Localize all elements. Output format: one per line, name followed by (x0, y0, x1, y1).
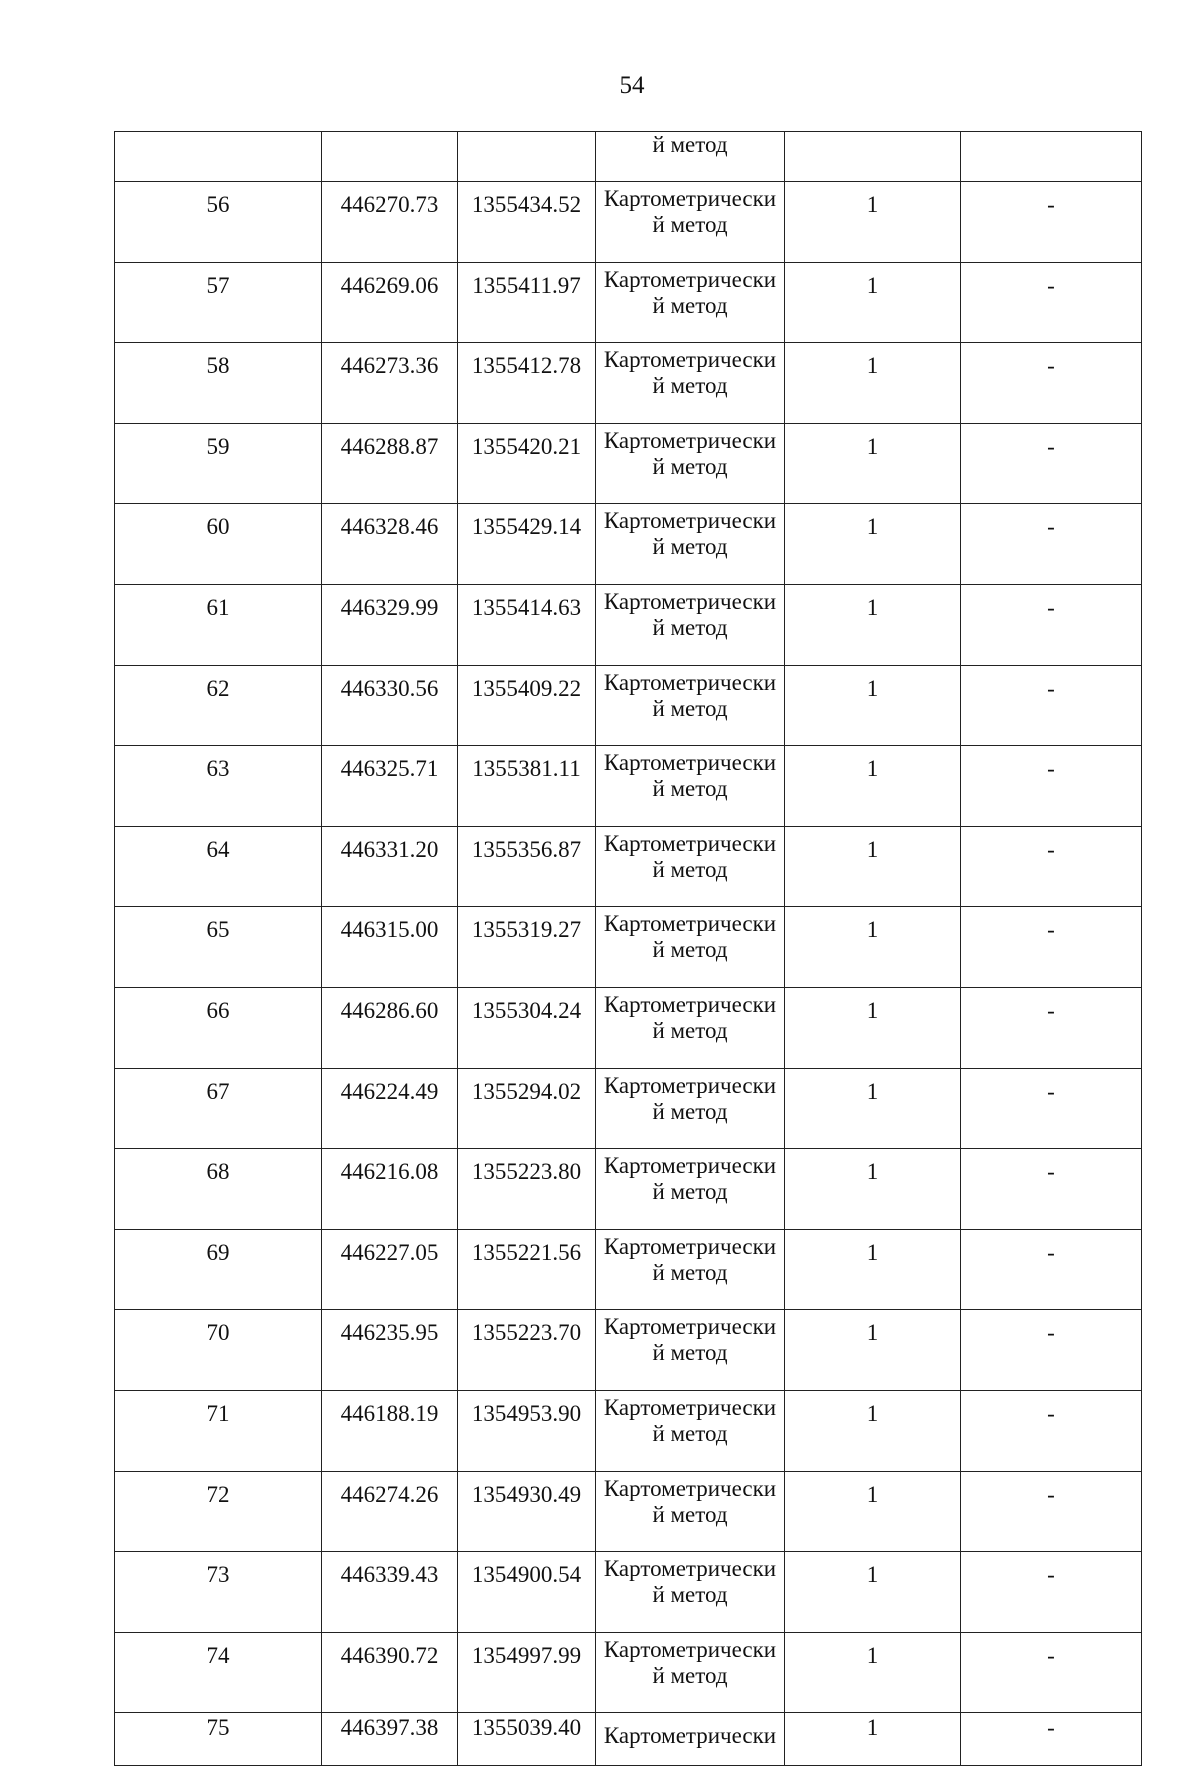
cell-number: 74 (115, 1632, 322, 1713)
cell-note: - (961, 907, 1142, 988)
cell-note: - (961, 504, 1142, 585)
table-row (115, 584, 1142, 665)
cell-accuracy: 1 (785, 1632, 961, 1713)
table-row (115, 907, 1142, 988)
cell-accuracy: 1 (785, 1552, 961, 1633)
cell-number: 69 (115, 1229, 322, 1310)
table-row (115, 1068, 1142, 1149)
table-row (115, 1552, 1142, 1633)
cell-note: - (961, 1068, 1142, 1149)
cell-note: - (961, 1632, 1142, 1713)
cell-x: 446235.95 (322, 1310, 458, 1391)
method-line-2: й метод (652, 776, 728, 802)
cell-y (458, 132, 596, 182)
method-line-1: Картометрически (603, 911, 777, 937)
table-row (115, 423, 1142, 504)
cell-method (596, 1068, 785, 1149)
cell-number: 58 (115, 343, 322, 424)
method-line-2: й метод (652, 292, 728, 318)
method-line-2: й метод (652, 1017, 728, 1043)
cell-accuracy: 1 (785, 1390, 961, 1471)
cell-accuracy: 1 (785, 1068, 961, 1149)
cell-note: - (961, 826, 1142, 907)
cell-method (596, 1632, 785, 1713)
method-line-2: й метод (652, 1662, 728, 1688)
method-line-1: Картометрически (603, 1072, 777, 1098)
cell-note: - (961, 262, 1142, 343)
cell-number: 64 (115, 826, 322, 907)
cell-y: 1355356.87 (458, 826, 596, 907)
method-line-1: Картометрически (603, 1556, 777, 1582)
cell-x: 446329.99 (322, 584, 458, 665)
cell-x: 446325.71 (322, 746, 458, 827)
cell-y: 1355411.97 (458, 262, 596, 343)
method-line-2: й метод (652, 373, 728, 399)
method-line-2: й метод (652, 1501, 728, 1527)
cell-x: 446216.08 (322, 1149, 458, 1230)
method-line-2: й метод (652, 453, 728, 479)
cell-x: 446188.19 (322, 1390, 458, 1471)
cell-number: 72 (115, 1471, 322, 1552)
cell-x: 446315.00 (322, 907, 458, 988)
cell-x: 446397.38 (322, 1713, 458, 1766)
cell-x: 446328.46 (322, 504, 458, 585)
cell-number: 57 (115, 262, 322, 343)
cell-number: 56 (115, 182, 322, 263)
method-line-1: Картометрически (603, 508, 777, 534)
cell-number: 73 (115, 1552, 322, 1633)
cell-accuracy: 1 (785, 1713, 961, 1766)
cell-accuracy: 1 (785, 584, 961, 665)
cell-x: 446390.72 (322, 1632, 458, 1713)
table-row (115, 182, 1142, 263)
method-line-1: Картометрически (603, 588, 777, 614)
cell-note: - (961, 746, 1142, 827)
table-row (115, 1632, 1142, 1713)
cell-method (596, 182, 785, 263)
method-line-2: й метод (652, 1340, 728, 1366)
cell-method (596, 504, 785, 585)
cell-x: 446339.43 (322, 1552, 458, 1633)
cell-number: 59 (115, 423, 322, 504)
cell-accuracy: 1 (785, 987, 961, 1068)
method-line-1: Картометрически (603, 991, 777, 1017)
cell-note: - (961, 1310, 1142, 1391)
cell-method (596, 907, 785, 988)
cell-x: 446286.60 (322, 987, 458, 1068)
cell-x: 446331.20 (322, 826, 458, 907)
method-line-1: Картометрически (603, 347, 777, 373)
cell-method (596, 746, 785, 827)
cell-number: 68 (115, 1149, 322, 1230)
cell-number: 75 (115, 1713, 322, 1766)
cell-number: 62 (115, 665, 322, 746)
cell-note: - (961, 1552, 1142, 1633)
method-line-2: й метод (652, 534, 728, 560)
cell-x: 446224.49 (322, 1068, 458, 1149)
table-row (115, 1471, 1142, 1552)
cell-note: - (961, 343, 1142, 424)
method-line-2: й метод (652, 695, 728, 721)
cell-y: 1355434.52 (458, 182, 596, 263)
cell-note: - (961, 182, 1142, 263)
cell-y: 1354930.49 (458, 1471, 596, 1552)
cell-accuracy: 1 (785, 504, 961, 585)
cell-y: 1355412.78 (458, 343, 596, 424)
table-row-continued (115, 132, 1142, 182)
cell-accuracy: 1 (785, 746, 961, 827)
cell-accuracy: 1 (785, 665, 961, 746)
method-line-1: Картометрически (603, 1475, 777, 1501)
method-line-2: й метод (652, 1098, 728, 1124)
method-line-1: Картометрически (603, 830, 777, 856)
method-line-1: Картометрически (603, 266, 777, 292)
cell-number: 71 (115, 1390, 322, 1471)
method-line-1: Картометрически (603, 669, 777, 695)
cell-accuracy: 1 (785, 262, 961, 343)
cell-number (115, 132, 322, 182)
method-line-1: Картометрически (603, 1314, 777, 1340)
cell-note (961, 132, 1142, 182)
cell-note: - (961, 1229, 1142, 1310)
cell-note: - (961, 665, 1142, 746)
cell-x: 446273.36 (322, 343, 458, 424)
cell-method (596, 1552, 785, 1633)
cell-y: 1354953.90 (458, 1390, 596, 1471)
cell-number: 63 (115, 746, 322, 827)
method-line-1: Картометрически (603, 1636, 777, 1662)
method-line-1: Картометрически (603, 1394, 777, 1420)
cell-method (596, 1310, 785, 1391)
cell-y: 1355409.22 (458, 665, 596, 746)
table-row (115, 1229, 1142, 1310)
cell-y: 1355429.14 (458, 504, 596, 585)
cell-number: 61 (115, 584, 322, 665)
method-line-2: й метод (652, 1582, 728, 1608)
cell-accuracy: 1 (785, 182, 961, 263)
cell-accuracy: 1 (785, 1310, 961, 1391)
cell-accuracy (785, 132, 961, 182)
method-line-2: й метод (652, 1179, 728, 1205)
cell-y: 1354900.54 (458, 1552, 596, 1633)
table-row (115, 746, 1142, 827)
cell-number: 70 (115, 1310, 322, 1391)
coordinates-table (114, 131, 1142, 1766)
method-line-2: й метод (652, 937, 728, 963)
table-row (115, 987, 1142, 1068)
method-line-1: Картометрически (603, 427, 777, 453)
method-line-1: Картометрически (603, 186, 777, 211)
cell-y: 1355294.02 (458, 1068, 596, 1149)
cell-accuracy: 1 (785, 1149, 961, 1230)
cell-y: 1355420.21 (458, 423, 596, 504)
cell-note: - (961, 1390, 1142, 1471)
cell-accuracy: 1 (785, 343, 961, 424)
cell-method (596, 826, 785, 907)
cell-method (596, 343, 785, 424)
method-line-2: й метод (652, 856, 728, 882)
method-line-2: й метод (652, 1420, 728, 1446)
table-row (115, 343, 1142, 424)
coordinates-table-body (115, 132, 1142, 1766)
method-line-2: й метод (652, 614, 728, 640)
cell-number: 66 (115, 987, 322, 1068)
method-line-1: Картометрически (603, 1233, 777, 1259)
cell-x: 446269.06 (322, 262, 458, 343)
cell-accuracy: 1 (785, 1471, 961, 1552)
cell-method (596, 987, 785, 1068)
cell-y: 1355304.24 (458, 987, 596, 1068)
table-row (115, 504, 1142, 585)
cell-x: 446270.73 (322, 182, 458, 263)
table-row (115, 665, 1142, 746)
cell-method (596, 1471, 785, 1552)
cell-note: - (961, 1713, 1142, 1766)
cell-y: 1354997.99 (458, 1632, 596, 1713)
cell-accuracy: 1 (785, 423, 961, 504)
cell-accuracy: 1 (785, 1229, 961, 1310)
table-row (115, 1149, 1142, 1230)
cell-method (596, 584, 785, 665)
cell-note: - (961, 1149, 1142, 1230)
cell-method (596, 1149, 785, 1230)
cell-y: 1355223.80 (458, 1149, 596, 1230)
cell-note: - (961, 1471, 1142, 1552)
cell-number: 65 (115, 907, 322, 988)
cell-method (596, 423, 785, 504)
cell-method (596, 262, 785, 343)
table-row (115, 826, 1142, 907)
cell-x: 446288.87 (322, 423, 458, 504)
method-line-1: Картометрически (603, 750, 777, 776)
cell-x: 446330.56 (322, 665, 458, 746)
cell-x: 446274.26 (322, 1471, 458, 1552)
cell-x (322, 132, 458, 182)
cell-y: 1355223.70 (458, 1310, 596, 1391)
table-row (115, 1310, 1142, 1391)
page-number: 54 (619, 72, 645, 99)
table-row (115, 1390, 1142, 1471)
cell-number: 60 (115, 504, 322, 585)
cell-x: 446227.05 (322, 1229, 458, 1310)
cell-method (596, 1229, 785, 1310)
cell-accuracy: 1 (785, 907, 961, 988)
table-row (115, 1713, 1142, 1766)
cell-method: й метод (596, 132, 785, 182)
cell-accuracy: 1 (785, 826, 961, 907)
cell-note: - (961, 584, 1142, 665)
cell-y: 1355319.27 (458, 907, 596, 988)
cell-number: 67 (115, 1068, 322, 1149)
method-line-1: Картометрически (603, 1153, 777, 1179)
cell-y: 1355381.11 (458, 746, 596, 827)
cell-method (596, 1390, 785, 1471)
cell-y: 1355039.40 (458, 1713, 596, 1766)
cell-y: 1355414.63 (458, 584, 596, 665)
cell-method (596, 665, 785, 746)
table-row (115, 262, 1142, 343)
method-line-2: й метод (652, 212, 728, 237)
cell-note: - (961, 987, 1142, 1068)
cell-y: 1355221.56 (458, 1229, 596, 1310)
cell-note: - (961, 423, 1142, 504)
method-line-2: й метод (652, 1259, 728, 1285)
cell-method: Картометрически (596, 1713, 785, 1766)
